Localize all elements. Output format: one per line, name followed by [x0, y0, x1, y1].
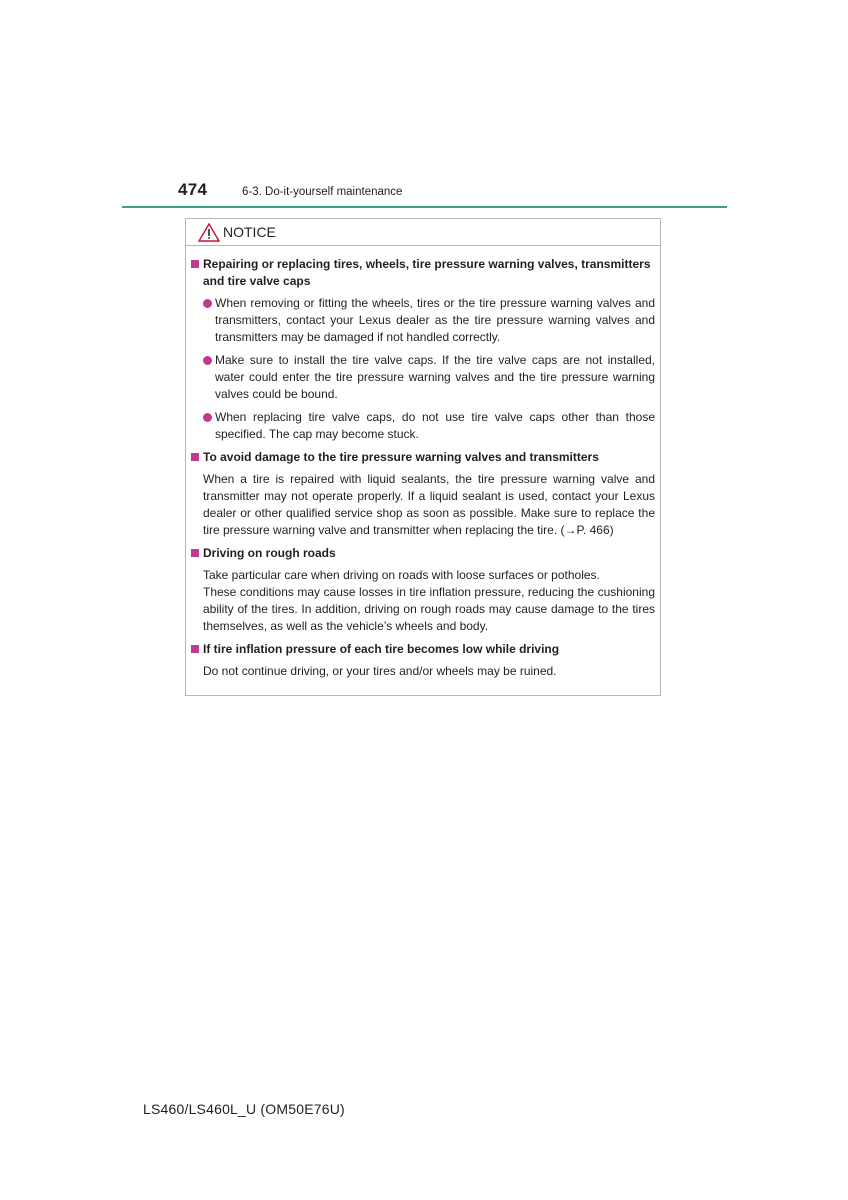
- circle-bullet-icon: [203, 356, 212, 365]
- circle-bullet-icon: [203, 299, 212, 308]
- section-heading: [191, 449, 655, 466]
- section-heading-text: If tire inflation pressure of each tire becomes low while driving: [203, 642, 560, 656]
- circle-bullet-icon: [203, 413, 212, 422]
- notice-header: [186, 219, 660, 246]
- section-heading: [191, 256, 655, 290]
- notice-box: [185, 218, 661, 696]
- square-bullet-icon: [191, 260, 199, 268]
- paragraph-line: These conditions may cause losses in tire inflation pressure, reducing the cushioning ability of the tires. In addition, driving on rough roads may cause damage to the tires themselves, as well as the vehicle’s wheels and body.: [203, 585, 655, 633]
- notice-label: NOTICE: [223, 224, 276, 240]
- square-bullet-icon: [191, 645, 199, 653]
- section-heading: [191, 545, 655, 562]
- list-item-text: Make sure to install the tire valve caps. If the tire valve caps are not installed, water could enter the tire pressure warning valves and the tire pressure warning valves could be bound.: [215, 353, 655, 401]
- section-heading-text: Driving on rough roads: [203, 546, 336, 560]
- square-bullet-icon: [191, 549, 199, 557]
- header-divider: [122, 206, 727, 208]
- page-number: 474: [178, 180, 208, 199]
- section-heading: [191, 641, 655, 658]
- section-paragraph: [191, 567, 655, 635]
- section-heading-text: Repairing or replacing tires, wheels, tire pressure warning valves, transmitters and tire valve caps: [203, 257, 651, 288]
- list-item: [191, 409, 655, 443]
- section-paragraph: When a tire is repaired with liquid sealants, the tire pressure warning valve and transmitter may not operate properly. If a liquid sealant is used, contact your Lexus dealer or other qualified service shop as soon as possible. Make sure to replace the tire pressure warning valve and transmitter when replacing the tire. (→P. 466): [203, 472, 655, 537]
- list-item-text: When removing or fitting the wheels, tires or the tire pressure warning valves and transmitters, contact your Lexus dealer as the tire pressure warning valves and transmitters may be damaged if not handled correctly.: [215, 296, 655, 344]
- footer-model-code: LS460/LS460L_U (OM50E76U): [143, 1101, 345, 1117]
- warning-triangle-icon: [198, 223, 220, 242]
- notice-body: [186, 246, 660, 680]
- square-bullet-icon: [191, 453, 199, 461]
- list-item: [191, 295, 655, 346]
- list-item: [191, 352, 655, 403]
- section-heading-text: To avoid damage to the tire pressure warning valves and transmitters: [203, 450, 599, 464]
- section-title: 6-3. Do-it-yourself maintenance: [242, 186, 403, 198]
- paragraph-line: Take particular care when driving on roads with loose surfaces or potholes.: [203, 568, 600, 582]
- section-paragraph: Do not continue driving, or your tires and/or wheels may be ruined.: [203, 664, 557, 678]
- list-item-text: When replacing tire valve caps, do not use tire valve caps other than those specified. The cap may become stuck.: [215, 410, 655, 441]
